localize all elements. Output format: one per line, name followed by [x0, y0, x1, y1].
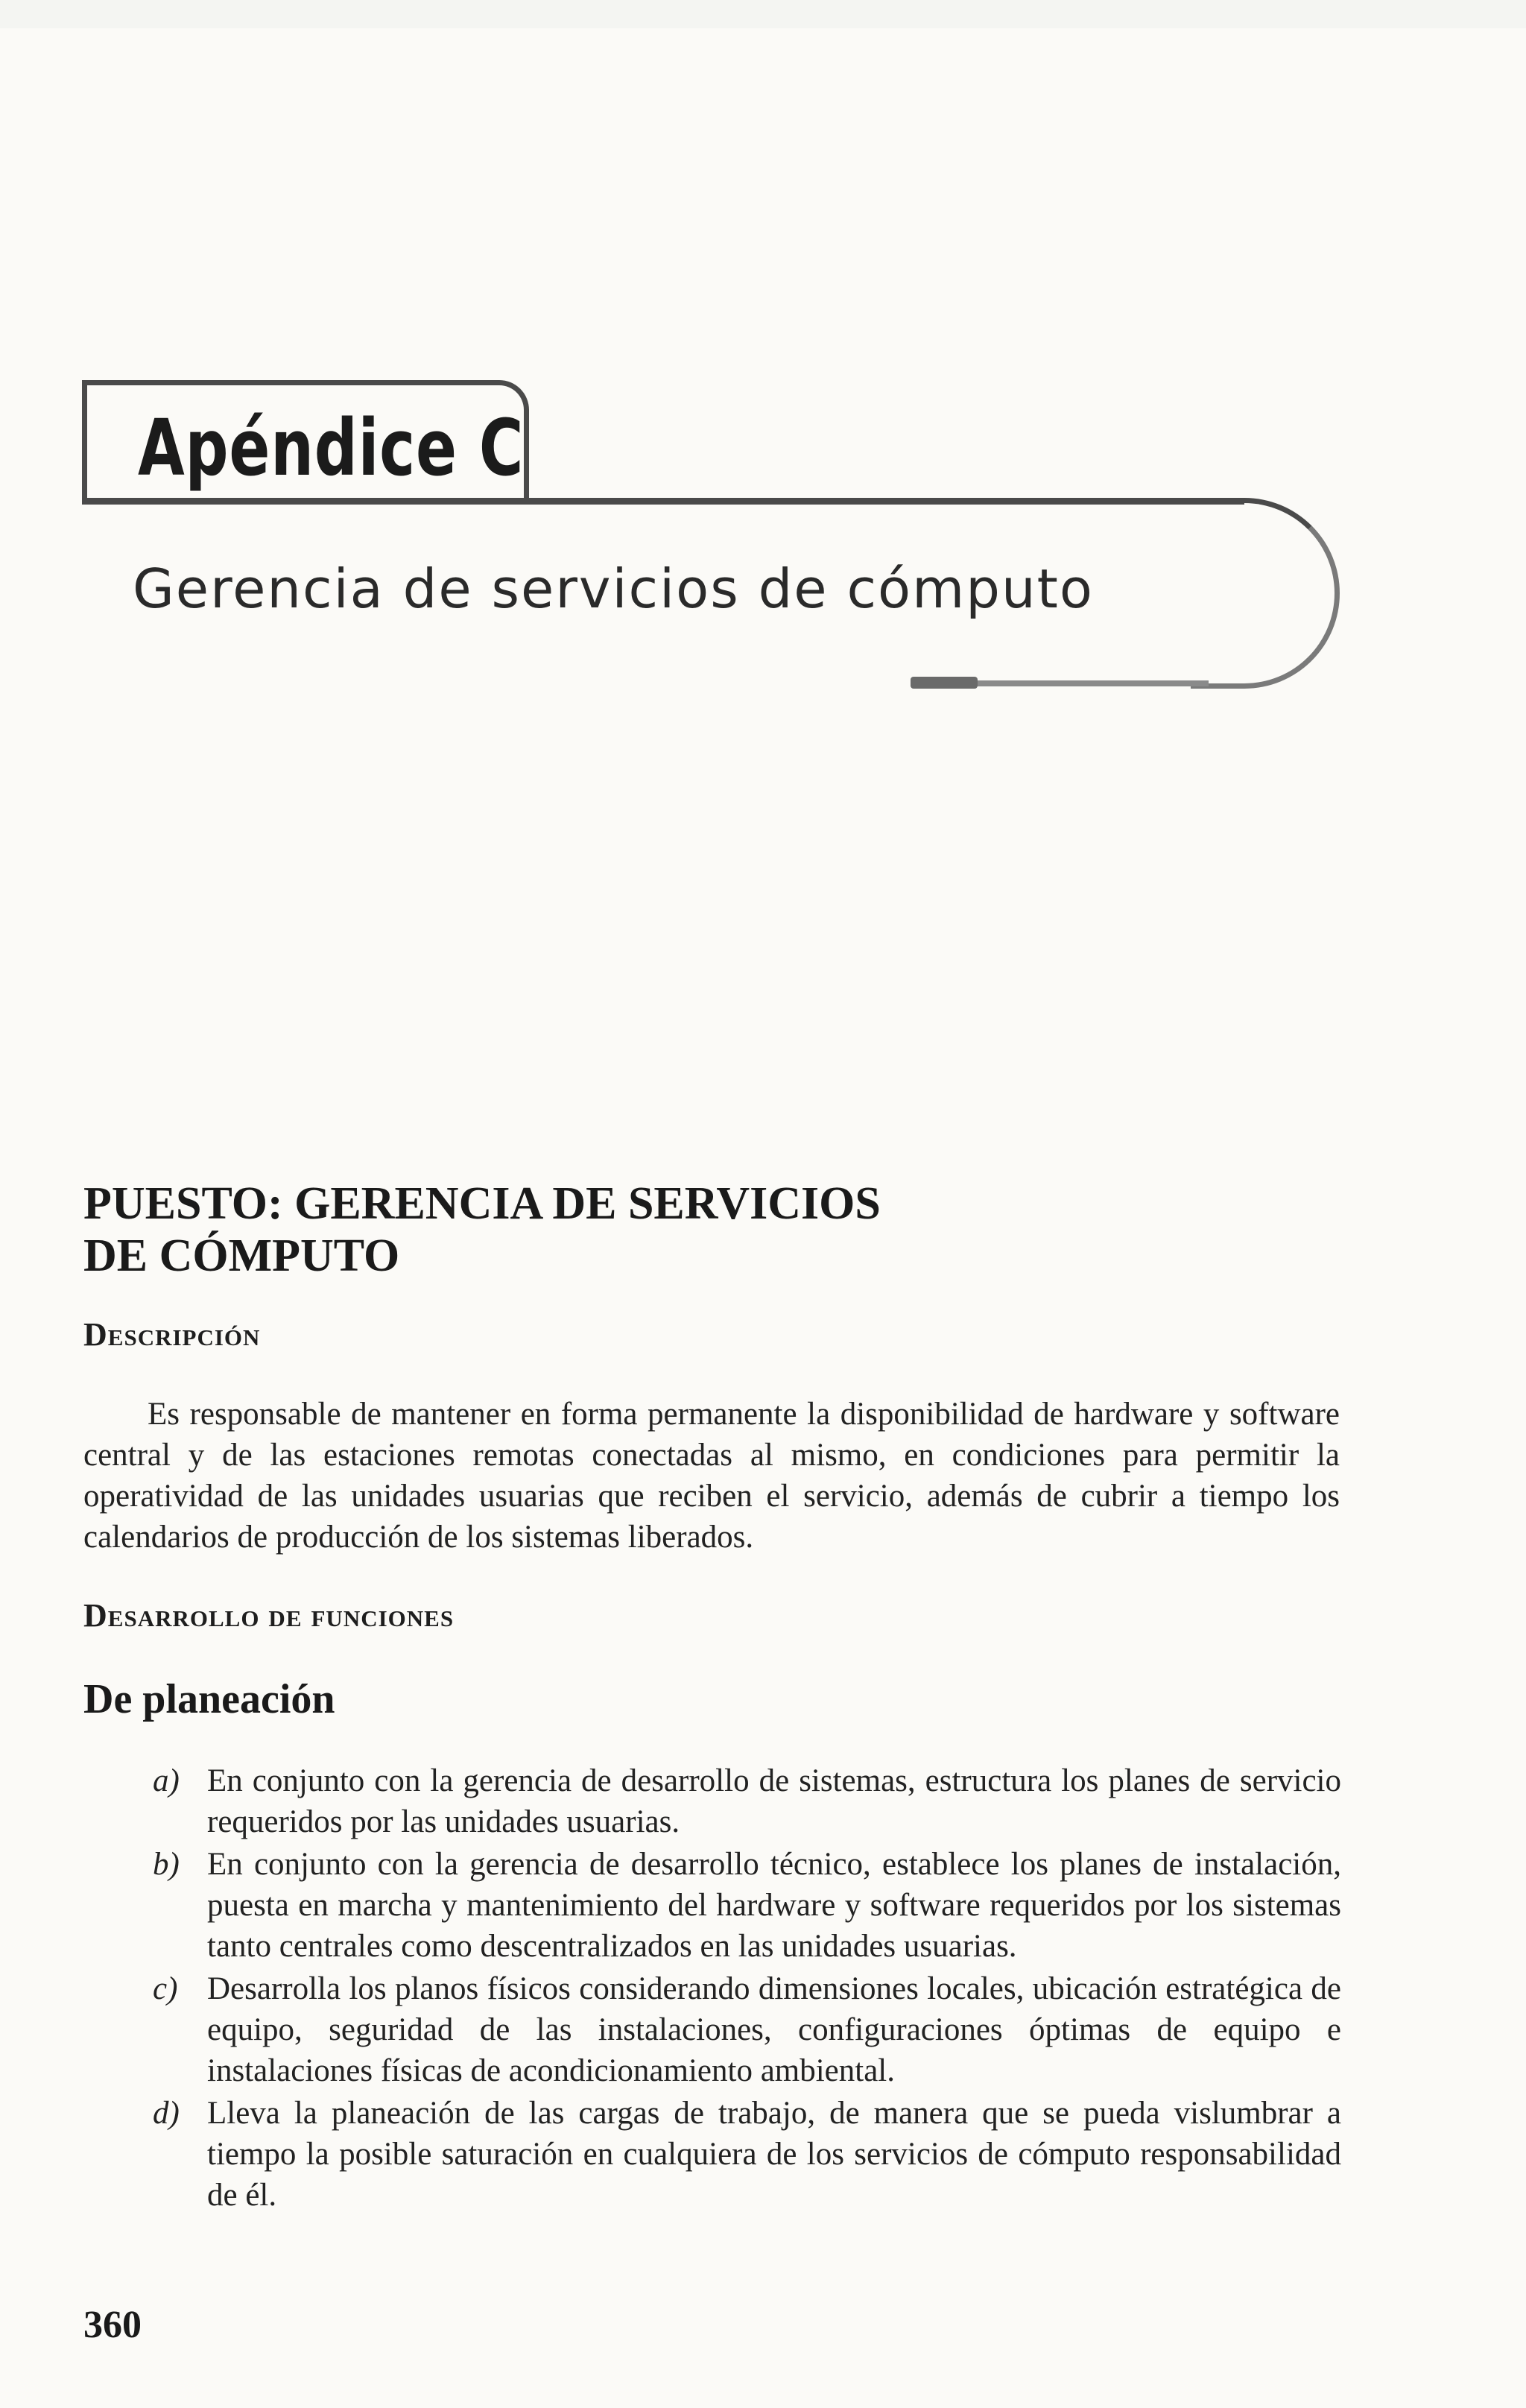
- planning-list: [130, 1760, 1341, 2217]
- list-item-text: En conjunto con la gerencia de desarrollo de sistemas, estructura los planes de servicio requeridos por las unidades usuarias.: [207, 1763, 1341, 1839]
- list-item: [130, 1968, 1341, 2091]
- appendix-title: Gerencia de servicios de cómputo: [133, 557, 1094, 620]
- scan-top-band: [0, 0, 1526, 28]
- list-item: [130, 2093, 1341, 2216]
- description-paragraph: Es responsable de mantener en forma permanente la disponibilidad de hardware y software central y de las estaciones remotas conectadas al mismo, en condiciones para permitir la operatividad de las unidades usuarias que reciben el servicio, además de cubrir a tiempo los calendarios de producción de los sistemas liberados.: [83, 1397, 1340, 1555]
- position-title-line-2: DE CÓMPUTO: [83, 1230, 400, 1281]
- position-title: [83, 1178, 1127, 1282]
- header-tail-end: [911, 677, 978, 689]
- list-item: [130, 1760, 1341, 1842]
- list-item-text: Lleva la planeación de las cargas de trabajo, de manera que se pueda vislumbrar a tiempo la posible saturación en cualquiera de los servicios de cómputo responsabilidad de él.: [207, 2096, 1341, 2213]
- list-item: [130, 1844, 1341, 1967]
- appendix-label: Apéndice C: [138, 402, 525, 493]
- list-marker: c): [153, 1971, 178, 2006]
- page-number: 360: [83, 2304, 142, 2346]
- list-item-text: En conjunto con la gerencia de desarrollo técnico, establece los planes de instalación, puesta en marcha y mantenimiento del hardware y software requeridos por los sistemas tanto centrales como descentralizados en las unidades usuarias.: [207, 1847, 1341, 1964]
- position-title-line-1: PUESTO: GERENCIA DE SERVICIOS: [83, 1178, 881, 1229]
- list-marker: b): [153, 1847, 180, 1882]
- list-marker: d): [153, 2096, 180, 2131]
- planning-heading: De planeación: [83, 1676, 335, 1722]
- functions-heading: Desarrollo de funciones: [83, 1597, 455, 1634]
- list-item-text: Desarrolla los planos físicos considerando dimensiones locales, ubicación estratégica de equipo, seguridad de las instalaciones, configuraciones óptimas de equipo e instalaciones físicas de acondicionamiento ambiental.: [207, 1971, 1341, 2088]
- list-marker: a): [153, 1763, 180, 1798]
- description-heading: Descripción: [83, 1316, 261, 1353]
- header-curve: [1191, 498, 1340, 689]
- header-rule: [82, 498, 1244, 505]
